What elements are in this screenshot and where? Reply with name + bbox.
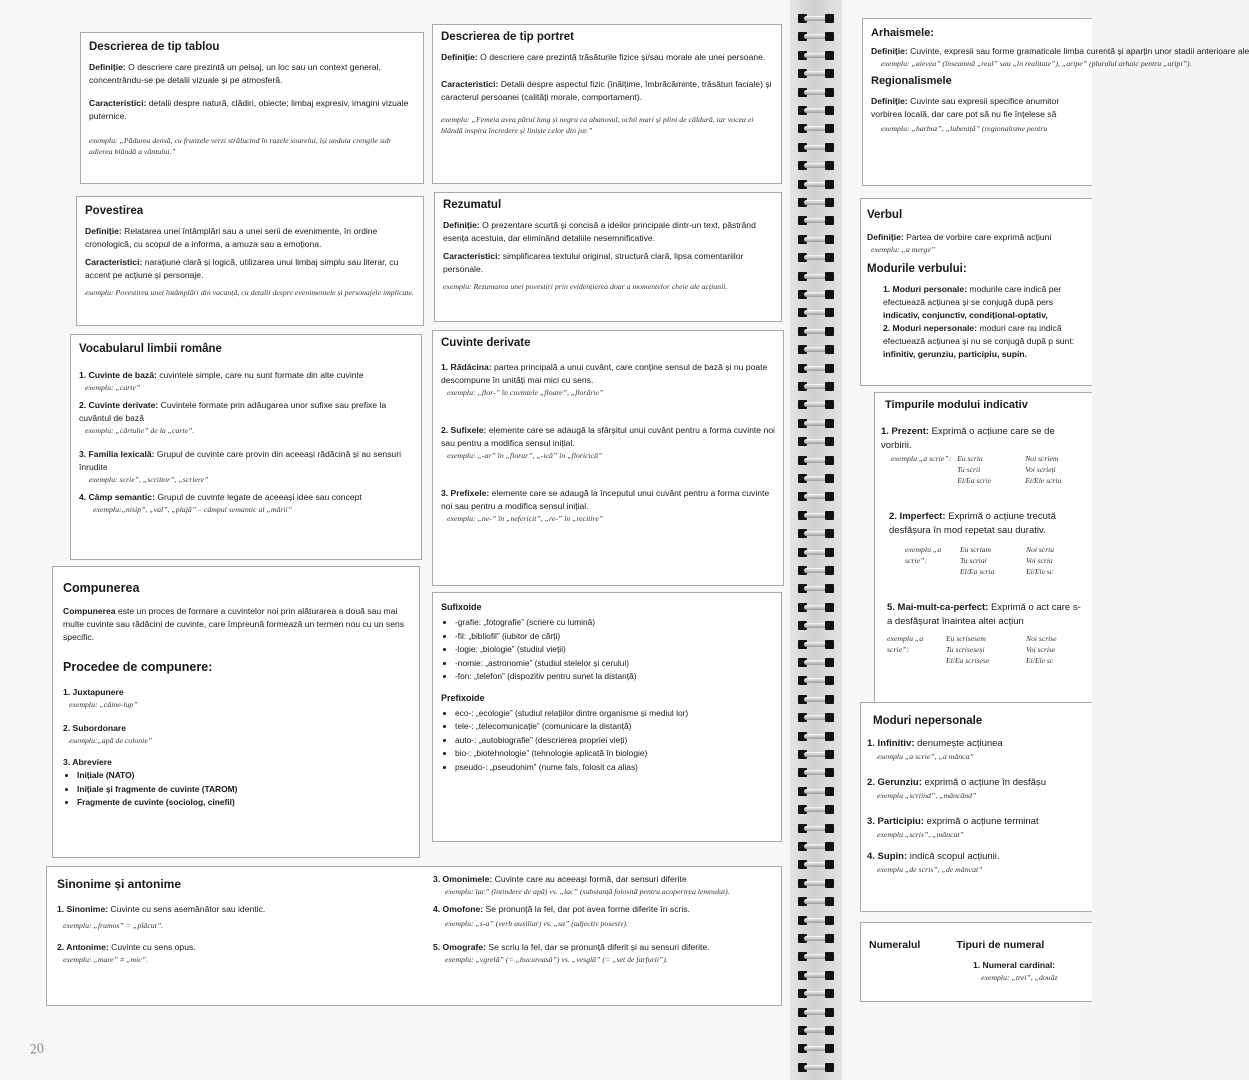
spiral-ring bbox=[798, 196, 834, 210]
bullet: • Inițiale (NATO) bbox=[77, 769, 409, 783]
spiral-ring bbox=[798, 840, 834, 854]
bullet: • -fil: „bibliofil” (iubitor de cărți) bbox=[455, 630, 773, 644]
list-item: 5. Omografe: Se scriu la fel, dar se pronunță diferit și au sensuri diferite. exemplu: „vgrelă” (= „bucuroasă”) vs. „vesglă” (= „set de farfurii”). bbox=[433, 942, 710, 964]
card-portret bbox=[432, 24, 782, 184]
spiral-ring bbox=[798, 987, 834, 1001]
tense-imperfect: 2. Imperfect: Exprimă o acțiune trecută desfășura în mod repetat sau durativ. bbox=[889, 511, 1056, 536]
spiral-ring bbox=[798, 822, 834, 836]
spiral-ring bbox=[798, 417, 834, 431]
card-sinonime bbox=[46, 866, 782, 1006]
list-item: 3. Omonimele: Cuvinte care au aceeași formă, dar sensuri diferite exemplu: lac” (întindere de apă) vs. „lac” (substanță folosită pentru acoperirea lemnului). bbox=[433, 874, 730, 896]
section-title: Prefixoide bbox=[441, 692, 485, 703]
list-item: 3. Abreviere • Inițiale (NATO) • Inițiale și fragmente de cuvinte (TAROM) • Fragmente de cuvinte (sociolog, cinefil) bbox=[63, 756, 409, 810]
spiral-ring bbox=[798, 932, 834, 946]
spiral-ring bbox=[798, 159, 834, 173]
card-vocabular bbox=[70, 334, 422, 560]
bullet: • Inițiale și fragmente de cuvinte (TAROM) bbox=[77, 783, 409, 797]
example: exemplu: „trei”, „douăz bbox=[981, 973, 1058, 982]
card-title: Regionalismele bbox=[871, 75, 952, 87]
card-title: Numeralul bbox=[869, 939, 921, 951]
card-rezumatul bbox=[434, 192, 782, 322]
spiral-ring bbox=[798, 601, 834, 615]
spiral-ring bbox=[798, 969, 834, 983]
card-title: Vocabularul limbii române bbox=[79, 343, 222, 355]
bullet: • -logie: „biologie” (studiul vieții) bbox=[455, 643, 773, 657]
card-arhaisme bbox=[862, 18, 1249, 186]
list-item: 2. Subordonare exemplu:„apă de colonie” bbox=[63, 723, 153, 745]
spiral-ring bbox=[798, 1061, 834, 1075]
card-numeral bbox=[860, 922, 1092, 1002]
list-item: 1. Sinonime: Cuvinte cu sens asemănător sau identic. exemplu: „frumos” = „plăcut”. bbox=[57, 904, 266, 930]
bullet: • tele-: „telecomunicație” (comunicare la distanță) bbox=[455, 720, 773, 734]
list-item: 1. Infinitiv: denumește acțiunea exemplu „a scrie”, „a mânca” bbox=[867, 738, 1003, 761]
definition: Definiție: O prezentare scurtă și concisă a ideilor principale dintr-un text, păstrând esența acestuia, dar eliminând detaliile nesemnificative. bbox=[443, 220, 756, 243]
example: exemplu: Rezumarea unei povestiri prin evidențierea doar a momentelor cheie ale acțiunii. bbox=[443, 282, 728, 291]
list-item: 3. Participiu: exprimă o acțiune terminat exemplu „scris”, „mâncat” bbox=[867, 816, 1039, 839]
list-item: 1. Juxtapunere exemplu: „câine-lup” bbox=[63, 687, 138, 709]
list-item: 2. Sufixele: elemente care se adaugă la sfârșitul unui cuvânt pentru a forma cuvinte noi sau pentru a modifica sensul inițial. exemplu: „-ar” în „florar”, „-ică” în „floricică” bbox=[441, 425, 775, 460]
definition: Definiție: O descriere care prezintă un peisaj, un loc sau un context general, concentrându-se pe detalii vizuale și pe atmosferă. bbox=[89, 62, 381, 85]
spiral-ring bbox=[798, 748, 834, 762]
spiral-ring bbox=[798, 1006, 834, 1020]
card-sufixoide bbox=[432, 592, 782, 842]
spiral-ring bbox=[798, 12, 834, 26]
card-title: Cuvinte derivate bbox=[441, 337, 531, 349]
spiral-ring bbox=[798, 656, 834, 670]
spiral-ring bbox=[798, 693, 834, 707]
spiral-ring bbox=[798, 785, 834, 799]
example: exemplu: „Femeia avea părul lung și negru ca abanosul, ochii mari și plini de căldură, iar vocea ei blândă inspira încredere și liniște celor din jur.” bbox=[441, 115, 754, 135]
example: exemplu: „harbuz”, „lubeniță” (regionalisme pentru bbox=[881, 124, 1048, 133]
bullet: • auto-: „autobiografie” (descrierea propriei vieți) bbox=[455, 734, 773, 748]
spiral-ring bbox=[798, 380, 834, 394]
list-item: 1. Rădăcina: partea principală a unui cuvânt, care conține sensul de bază și nu poate descompune în unități mai mici cu sens. exemplu: „flor-” în cuvintele „floare”, „florărie” bbox=[441, 362, 768, 397]
spiral-ring bbox=[798, 251, 834, 265]
card-title: Moduri nepersonale bbox=[873, 715, 983, 727]
spiral-ring bbox=[798, 730, 834, 744]
definition: Definiție: Relatarea unei întâmplări sau a unei serii de evenimente, în ordine cronologică, cu scopul de a informa, a amuza sau a emoționa. bbox=[85, 226, 378, 249]
card-verbul bbox=[860, 198, 1092, 386]
spiral-ring bbox=[798, 122, 834, 136]
spiral-ring bbox=[798, 638, 834, 652]
card-nepersonale bbox=[860, 702, 1092, 912]
spiral-ring bbox=[798, 306, 834, 320]
card-subtitle: Tipuri de numeral bbox=[956, 939, 1045, 951]
spiral-ring bbox=[798, 233, 834, 247]
spiral-ring bbox=[798, 564, 834, 578]
list-item: 4. Câmp semantic: Grupul de cuvinte legate de aceeași idee sau concept exemplu:„nisip”, „val”, „plajă” – câmpul semantic al „mării” bbox=[79, 492, 362, 514]
spiral-ring bbox=[798, 435, 834, 449]
example: exemplu: „aievea” (înseamnă „real” sau „în realitate”), „aripe” (pluralul arhaic pentru „aripi”). bbox=[881, 59, 1192, 68]
card-derivate bbox=[432, 330, 784, 586]
spiral-ring bbox=[798, 30, 834, 44]
conjugation-table: exemplu „a scrie”: Eu scriam Noi scria Tu scriai Voi scria El/Ea scria Ei/Ele sc bbox=[905, 545, 1055, 576]
spiral-ring bbox=[798, 67, 834, 81]
spiral-ring bbox=[798, 527, 834, 541]
card-title: Povestirea bbox=[85, 205, 144, 217]
spiral-ring bbox=[798, 362, 834, 376]
subtitle: Procedee de compunere: bbox=[63, 660, 213, 674]
spiral-ring bbox=[798, 490, 834, 504]
spiral-ring bbox=[798, 178, 834, 192]
section-title: Sufixoide bbox=[441, 602, 482, 612]
card-timpuri bbox=[874, 392, 1092, 722]
card-tablou bbox=[80, 32, 424, 184]
definition: Definiție: Cuvinte sau expresii specifice anumitor vorbirea locală, dar care pot să nu fie înțelese să bbox=[871, 96, 1060, 119]
spiral-ring bbox=[798, 270, 834, 284]
list-item: 3. Prefixele: elemente care se adaugă la începutul unui cuvânt pentru a forma cuvinte noi sau pentru a modifica sensul inițial. exemplu: „ne-” în „nefericit”, „re-” în „recitire” bbox=[441, 488, 770, 523]
conjugation-table: exemplu „a scrie”: Eu scrisesem Noi scrise Tu scriseseși Voi scrise El/Ea scrisese Ei/Ele sc bbox=[887, 634, 1057, 665]
spiral-ring bbox=[798, 141, 834, 155]
spiral-ring bbox=[798, 398, 834, 412]
example: exemplu: Povestirea unei întâmplări din vacanță, cu detalii despre evenimentele și personajele implicate. bbox=[85, 288, 414, 297]
card-title: Descrierea de tip tablou bbox=[89, 41, 220, 53]
bullet: • -grafie: „fotografie” (scriere cu lumină) bbox=[455, 616, 773, 630]
card-compunerea bbox=[52, 566, 420, 858]
page-number: 20 bbox=[29, 1041, 45, 1058]
card-title: Rezumatul bbox=[443, 199, 502, 211]
tense-mai-mult-ca-perfect: 5. Mai-mult-ca-perfect: Exprimă o act care s-a desfășurat înaintea altei acțiun bbox=[887, 602, 1081, 627]
spiral-ring bbox=[798, 582, 834, 596]
spiral-ring bbox=[798, 454, 834, 468]
spiral-ring bbox=[798, 472, 834, 486]
spiral-ring bbox=[798, 546, 834, 560]
spiral-ring bbox=[798, 914, 834, 928]
bullet: • eco-: „ecologie” (studiul relațiilor dintre organisme și mediul lor) bbox=[455, 707, 773, 721]
list-item: 1. Cuvinte de bază: cuvintele simple, care nu sunt formate din alte cuvinte exemplu: „carte” bbox=[79, 370, 364, 392]
bullet: • pseudo-: „pseudonim” (nume fals, folosit ca alias) bbox=[455, 761, 773, 775]
list-item: 1. Moduri personale: modurile care indică per efectuează acțiunea și se conjugă după pers indicativ, conjunctiv, condițional-optativ, bbox=[883, 284, 1062, 320]
card-title: Sinonime și antonime bbox=[57, 877, 182, 891]
characteristics: Caracteristici: narațiune clară și logică, utilizarea unui limbaj simplu sau literar, cu accent pe acțiune și personaje. bbox=[85, 257, 399, 280]
spiral-ring bbox=[798, 619, 834, 633]
spiral-ring bbox=[798, 895, 834, 909]
list-item: 3. Familia lexicală: Grupul de cuvinte care provin din aceeași rădăcină și au sensuri înrudite exemplu: scrie”, „scriitor”, „scriere” bbox=[79, 449, 401, 484]
conjugation-table: exemplu „a scrie”: Eu scriu Noi scriem Tu scrii Voi scrieți El/Ea scrie Ei/Ele scriu bbox=[891, 454, 1062, 485]
spiral-ring bbox=[798, 509, 834, 523]
list-item: 2. Moduri nepersonale: moduri care nu indică efectuează acțiunea și nu se conjugă după p sunt: infinitiv, gerunziu, participiu, supin. bbox=[883, 323, 1075, 359]
spiral-ring bbox=[798, 803, 834, 817]
spiral-ring bbox=[798, 325, 834, 339]
card-title: Descrierea de tip portret bbox=[441, 31, 574, 43]
spiral-ring bbox=[798, 49, 834, 63]
spiral-ring bbox=[798, 950, 834, 964]
bullet: • -nomie: „astronomie” (studiul stelelor și cerului) bbox=[455, 657, 773, 671]
characteristics: Caracteristici: detalii despre natură, clădiri, obiecte; limbaj expresiv, imagini vizuale puternice. bbox=[89, 98, 409, 121]
bullet: • bio-: „biotehnologie” (tehnologie aplicată în biologie) bbox=[455, 747, 773, 761]
card-povestirea bbox=[76, 196, 424, 326]
list-item: 4. Supin: indică scopul acțiunii. exemplu „de scris”, „de mâncat” bbox=[867, 851, 1000, 874]
card-title: Arhaismele: bbox=[871, 27, 934, 39]
list-item: 2. Cuvinte derivate: Cuvintele formate prin adăugarea unor sufixe sau prefixe la cuvântul de bază exemplu: „cărtulie” de la „carte”. bbox=[79, 400, 387, 435]
card-title: Verbul bbox=[867, 209, 903, 221]
tense-prezent: 1. Prezent: Exprimă o acțiune care se de vorbirii. bbox=[881, 426, 1055, 451]
bullet: • Fragmente de cuvinte (sociolog, cinefil) bbox=[77, 796, 409, 810]
definition: Definiție: O descriere care prezintă trăsăturile fizice și/sau morale ale unei persoane. bbox=[441, 52, 766, 62]
spiral-ring bbox=[798, 1042, 834, 1056]
spiral-ring bbox=[798, 711, 834, 725]
spiral-ring bbox=[798, 877, 834, 891]
spiral-ring bbox=[798, 858, 834, 872]
spiral-ring bbox=[798, 674, 834, 688]
spiral-ring bbox=[798, 766, 834, 780]
spiral-ring bbox=[798, 288, 834, 302]
example: exemplu: „a merge” bbox=[871, 245, 936, 254]
example: exemplu: „Pădurea densă, cu frunzele verzi strălucind în razele soarelui, își unduia crengile sub adierea blândă a vântului.” bbox=[89, 136, 391, 156]
bullet: • -fon: „telefon” (dispozitiv pentru sunet la distanță) bbox=[455, 670, 773, 684]
card-title: Modurile verbului: bbox=[867, 263, 967, 275]
intro: Compunerea este un proces de formare a cuvintelor noi prin alăturarea a două sau mai multe cuvinte sau rădăcini de cuvinte, care împreună formează un termen nou cu un sens specific. bbox=[63, 606, 405, 642]
list-item: 1. Numeral cardinal: bbox=[973, 960, 1056, 970]
card-title: Compunerea bbox=[63, 581, 140, 595]
list-item: 4. Omofone: Se pronunță la fel, dar pot avea forme diferite în scris. exemplu: „s-a” (verb auxiliar) vs. „sa” (adjectiv posesiv). bbox=[433, 904, 690, 928]
spiral-ring bbox=[798, 86, 834, 100]
list-item: 2. Antonime: Cuvinte cu sens opus. exemplu: „mare” ≠ „mic”. bbox=[57, 942, 196, 964]
list-item: 2. Gerunziu: exprimă o acțiune în desfășu exemplu „scriind”, „mâncând” bbox=[867, 777, 1047, 800]
card-title: Timpurile modului indicativ bbox=[885, 399, 1028, 411]
characteristics: Caracteristici: simplificarea textului original, structură clară, lipsa comentariilor personale. bbox=[443, 251, 744, 274]
spiral-ring bbox=[798, 214, 834, 228]
characteristics: Caracteristici: Detalii despre aspectul fizic (înălțime, îmbrăcăminte, trăsături faciale) și caracterul persoanei (calități morale, comportament). bbox=[441, 79, 772, 102]
spiral-ring bbox=[798, 104, 834, 118]
definition: Definiție: Cuvinte, expresii sau forme gramaticale limba curentă și aparțin unor stadii anterioare ale bbox=[871, 46, 1249, 56]
spiral-ring bbox=[798, 1024, 834, 1038]
spiral-ring bbox=[798, 343, 834, 357]
definition: Definiție: Partea de vorbire care exprimă acțiuni bbox=[867, 232, 1052, 242]
